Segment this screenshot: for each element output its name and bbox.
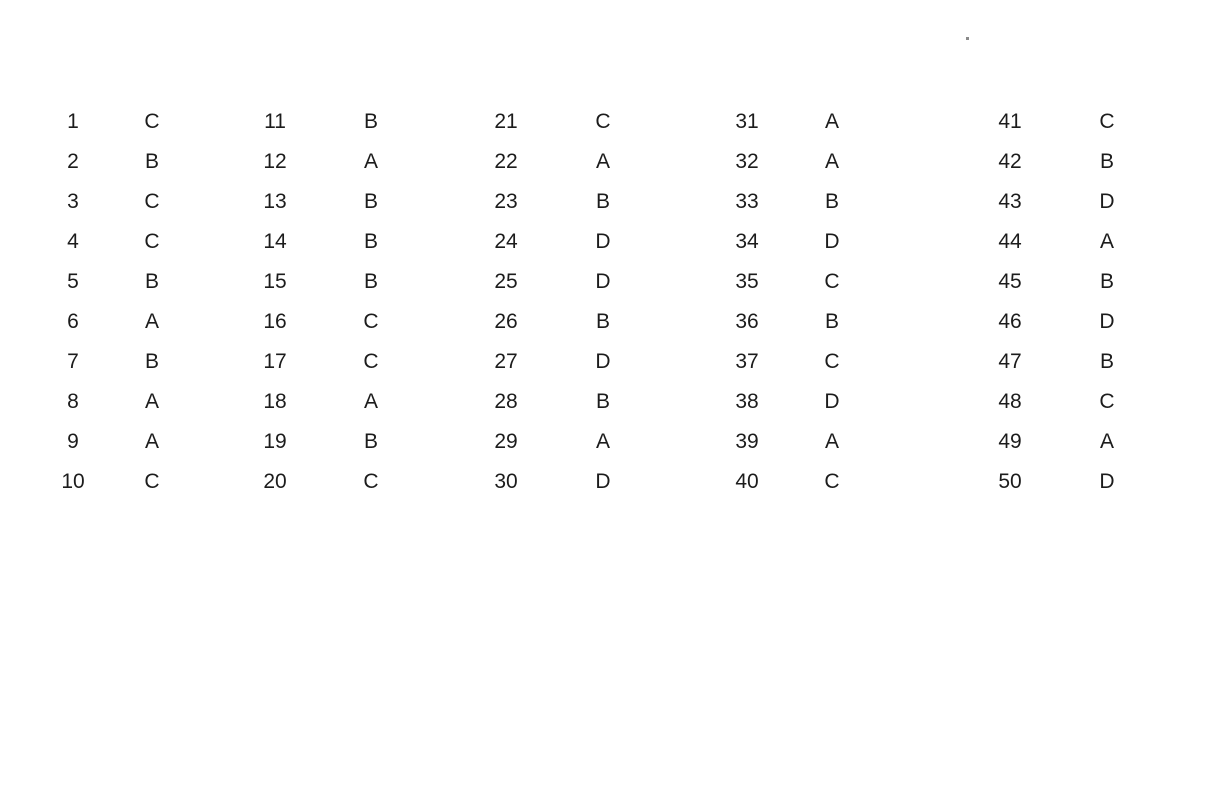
question-number: 44 [998,230,1022,253]
question-number: 14 [263,230,287,253]
answer-letter: A [824,430,839,453]
answer-letter: C [1099,110,1115,133]
question-number: 18 [263,390,287,413]
answer-letter: C [1099,390,1115,413]
answer-letter: A [595,430,610,453]
answer-row [476,462,633,502]
question-number: 45 [998,270,1022,293]
answer-letter: C [144,190,160,213]
answer-letter: B [363,230,378,253]
answer-column-5 [980,102,1137,502]
answer-row [476,142,633,182]
answer-row [717,142,862,182]
answer-letter: A [144,310,159,333]
answer-letter: A [363,390,378,413]
question-number: 24 [494,230,518,253]
question-number: 17 [263,350,287,373]
answer-row [245,462,401,502]
answer-row [476,302,633,342]
answer-row [980,462,1137,502]
answer-row [476,382,633,422]
answer-row [43,142,182,182]
answer-row [245,142,401,182]
answer-row [245,182,401,222]
question-number: 12 [263,150,287,173]
answer-row [717,302,862,342]
answer-row [43,302,182,342]
question-number: 33 [735,190,759,213]
question-number: 23 [494,190,518,213]
answer-row [43,342,182,382]
question-number: 35 [735,270,759,293]
answer-letter: A [824,110,839,133]
question-number: 9 [67,430,79,453]
answer-row [717,102,862,142]
answer-row [245,382,401,422]
answer-letter: D [595,350,611,373]
answer-letter: C [144,110,160,133]
question-number: 7 [67,350,79,373]
answer-letter: C [144,230,160,253]
question-number: 50 [998,470,1022,493]
answer-letter: D [595,230,611,253]
answer-letter: B [144,270,159,293]
answer-row [43,222,182,262]
question-number: 27 [494,350,518,373]
question-number: 48 [998,390,1022,413]
question-number: 6 [67,310,79,333]
answer-row [717,222,862,262]
answer-letter: C [824,350,840,373]
answer-row [476,182,633,222]
question-number: 34 [735,230,759,253]
question-number: 10 [61,470,85,493]
question-number: 25 [494,270,518,293]
question-number: 46 [998,310,1022,333]
answer-letter: D [1099,190,1115,213]
answer-letter: C [363,350,379,373]
answer-row [43,182,182,222]
answer-row [476,342,633,382]
question-number: 47 [998,350,1022,373]
answer-letter: A [144,390,159,413]
answer-letter: B [144,150,159,173]
answer-row [476,102,633,142]
question-number: 30 [494,470,518,493]
answer-letter: D [1099,310,1115,333]
answer-letter: D [824,390,840,413]
answer-letter: B [363,270,378,293]
question-number: 2 [67,150,79,173]
answer-letter: A [1099,430,1114,453]
answer-row [717,182,862,222]
answer-row [245,302,401,342]
answer-letter: A [824,150,839,173]
answer-letter: A [1099,230,1114,253]
answer-letter: B [595,310,610,333]
answer-letter: A [144,430,159,453]
answer-letter: D [824,230,840,253]
answer-row [476,262,633,302]
question-number: 4 [67,230,79,253]
answer-row [476,222,633,262]
answer-row [980,302,1137,342]
question-number: 21 [494,110,518,133]
answer-letter: B [595,190,610,213]
answer-column-3 [476,102,633,502]
answer-row [717,342,862,382]
answer-letter: B [363,110,378,133]
question-number: 26 [494,310,518,333]
question-number: 38 [735,390,759,413]
answer-row [980,422,1137,462]
answer-column-4 [717,102,862,502]
answer-letter: D [595,270,611,293]
answer-row [717,462,862,502]
answer-row [476,422,633,462]
question-number: 15 [263,270,287,293]
answer-letter: B [144,350,159,373]
question-number: 42 [998,150,1022,173]
answer-letter: C [363,310,379,333]
question-number: 28 [494,390,518,413]
answer-row [980,342,1137,382]
question-number: 31 [735,110,759,133]
stray-mark [966,37,969,40]
answer-letter: C [595,110,611,133]
answer-letter: C [824,270,840,293]
answer-letter: B [1099,150,1114,173]
answer-letter: C [363,470,379,493]
question-number: 20 [263,470,287,493]
answer-letter: D [1099,470,1115,493]
answer-row [245,342,401,382]
answer-row [43,102,182,142]
question-number: 8 [67,390,79,413]
answer-row [717,422,862,462]
answer-column-1 [43,102,182,502]
question-number: 5 [67,270,79,293]
answer-letter: B [1099,350,1114,373]
question-number: 29 [494,430,518,453]
answer-letter: B [1099,270,1114,293]
question-number: 49 [998,430,1022,453]
question-number: 39 [735,430,759,453]
answer-row [980,102,1137,142]
question-number: 40 [735,470,759,493]
answer-row [43,422,182,462]
answer-row [980,262,1137,302]
answer-column-2 [245,102,401,502]
answer-letter: C [144,470,160,493]
answer-letter: A [595,150,610,173]
question-number: 1 [67,110,79,133]
question-number: 11 [264,110,286,133]
answer-row [980,382,1137,422]
answer-row [717,382,862,422]
answer-letter: B [595,390,610,413]
answer-row [717,262,862,302]
question-number: 37 [735,350,759,373]
answer-row [980,182,1137,222]
question-number: 32 [735,150,759,173]
answer-row [245,422,401,462]
question-number: 22 [494,150,518,173]
question-number: 3 [67,190,79,213]
answer-row [43,382,182,422]
question-number: 43 [998,190,1022,213]
answer-row [245,222,401,262]
answer-row [980,142,1137,182]
answer-letter: C [824,470,840,493]
answer-letter: B [824,190,839,213]
answer-letter: A [363,150,378,173]
answer-letter: D [595,470,611,493]
answer-row [43,462,182,502]
answer-row [43,262,182,302]
answer-letter: B [824,310,839,333]
question-number: 41 [998,110,1022,133]
answer-letter: B [363,190,378,213]
question-number: 13 [263,190,287,213]
question-number: 19 [263,430,287,453]
answer-row [245,262,401,302]
answer-letter: B [363,430,378,453]
answer-row [245,102,401,142]
answer-row [980,222,1137,262]
question-number: 36 [735,310,759,333]
question-number: 16 [263,310,287,333]
